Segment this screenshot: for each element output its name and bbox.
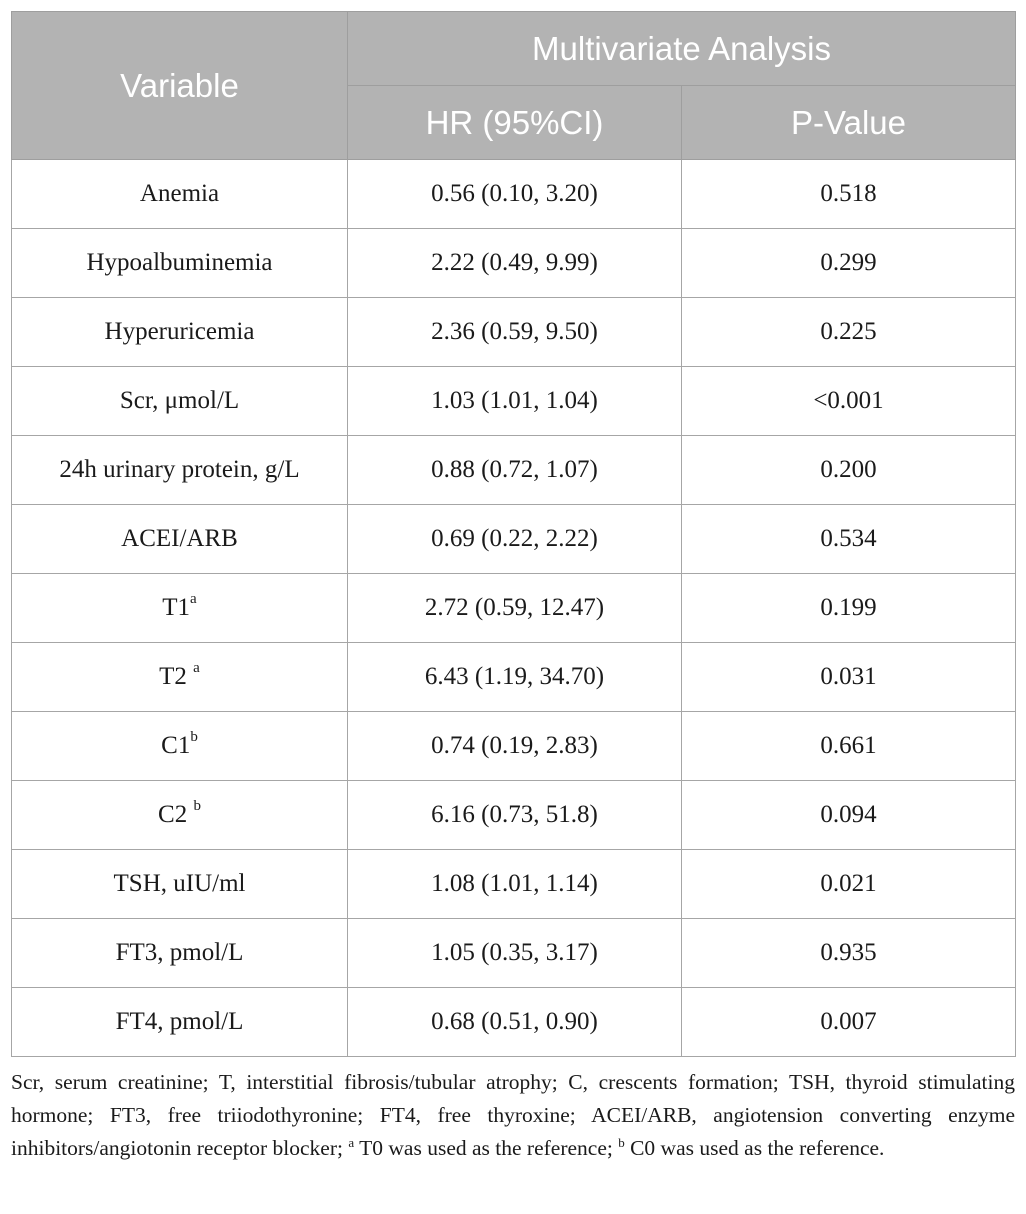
table-row (12, 505, 1016, 574)
table-row (12, 988, 1016, 1057)
variable-label: C2 (158, 801, 188, 828)
table-row (12, 574, 1016, 643)
table-row (12, 298, 1016, 367)
p-value-header: P-Value (682, 86, 1016, 160)
p-value-cell: <0.001 (682, 367, 1016, 436)
hr-cell: 0.74 (0.19, 2.83) (348, 712, 682, 781)
variable-cell (12, 298, 348, 367)
footnote-abbreviations: Scr, serum creatinine; T, interstitial fibrosis/tubular atrophy; C, crescents formation; TSH, thyroid stimulating hormone; FT3, free triiodothyronine; FT4, free thyroxine; ACEI/ARB, angiotension converting enzyme inhibitors/angiotonin receptor blocker; (11, 1070, 1015, 1160)
footnote-marker: a (190, 590, 197, 607)
variable-label: Anemia (139, 180, 220, 207)
variable-label: FT3, pmol/L (115, 939, 244, 966)
variable-cell (12, 988, 348, 1057)
hr-cell: 2.22 (0.49, 9.99) (348, 229, 682, 298)
variable-cell (12, 643, 348, 712)
table-body (12, 160, 1016, 1057)
table-row (12, 436, 1016, 505)
hr-cell: 0.69 (0.22, 2.22) (348, 505, 682, 574)
p-value-cell: 0.661 (682, 712, 1016, 781)
p-value-cell: 0.518 (682, 160, 1016, 229)
variable-label: 24h urinary protein, g/L (59, 456, 300, 483)
hr-cell: 0.68 (0.51, 0.90) (348, 988, 682, 1057)
variable-header: Variable (12, 12, 348, 160)
table-row (12, 229, 1016, 298)
variable-label: Hyperuricemia (104, 318, 255, 345)
table-row (12, 850, 1016, 919)
table-header (12, 12, 1016, 160)
results-table (11, 11, 1016, 1057)
variable-cell (12, 919, 348, 988)
hr-cell: 1.05 (0.35, 3.17) (348, 919, 682, 988)
hr-cell: 2.72 (0.59, 12.47) (348, 574, 682, 643)
variable-cell (12, 781, 348, 850)
footnote-marker: a (193, 659, 200, 676)
table-row (12, 919, 1016, 988)
table-row (12, 643, 1016, 712)
hr-header: HR (95%CI) (348, 86, 682, 160)
variable-label: FT4, pmol/L (115, 1008, 244, 1035)
hr-cell: 0.56 (0.10, 3.20) (348, 160, 682, 229)
footnote-marker: b (190, 728, 198, 745)
variable-label: C1 (161, 732, 191, 759)
variable-label: T1 (162, 594, 191, 621)
table-row (12, 712, 1016, 781)
multivariate-analysis-header: Multivariate Analysis (348, 12, 1016, 86)
header-row-top (12, 12, 1016, 86)
footnote-a-mark: a (348, 1134, 355, 1150)
hr-cell: 6.43 (1.19, 34.70) (348, 643, 682, 712)
hr-cell: 0.88 (0.72, 1.07) (348, 436, 682, 505)
variable-cell (12, 712, 348, 781)
variable-label: T2 (159, 663, 187, 690)
p-value-cell: 0.094 (682, 781, 1016, 850)
variable-label: Hypoalbuminemia (86, 249, 273, 276)
variable-cell (12, 367, 348, 436)
table-row (12, 367, 1016, 436)
hr-cell: 2.36 (0.59, 9.50) (348, 298, 682, 367)
p-value-cell: 0.200 (682, 436, 1016, 505)
p-value-cell: 0.021 (682, 850, 1016, 919)
p-value-cell: 0.199 (682, 574, 1016, 643)
footnote-b-mark: b (618, 1134, 625, 1150)
variable-cell (12, 229, 348, 298)
table-footnote (11, 1066, 1015, 1165)
p-value-cell: 0.031 (682, 643, 1016, 712)
hr-cell: 1.03 (1.01, 1.04) (348, 367, 682, 436)
variable-cell (12, 160, 348, 229)
hr-cell: 1.08 (1.01, 1.14) (348, 850, 682, 919)
variable-cell (12, 850, 348, 919)
variable-cell (12, 574, 348, 643)
p-value-cell: 0.007 (682, 988, 1016, 1057)
table-row (12, 160, 1016, 229)
table-row (12, 781, 1016, 850)
footnote-a-text: T0 was used as the reference; (359, 1136, 613, 1160)
variable-label: Scr, μmol/L (119, 387, 240, 414)
footnote-marker: b (193, 797, 201, 814)
p-value-cell: 0.299 (682, 229, 1016, 298)
p-value-cell: 0.534 (682, 505, 1016, 574)
variable-cell (12, 505, 348, 574)
variable-label: TSH, uIU/ml (113, 870, 246, 897)
p-value-cell: 0.935 (682, 919, 1016, 988)
hr-cell: 6.16 (0.73, 51.8) (348, 781, 682, 850)
variable-label: ACEI/ARB (121, 525, 238, 552)
p-value-cell: 0.225 (682, 298, 1016, 367)
variable-cell (12, 436, 348, 505)
footnote-b-text: C0 was used as the reference. (630, 1136, 885, 1160)
